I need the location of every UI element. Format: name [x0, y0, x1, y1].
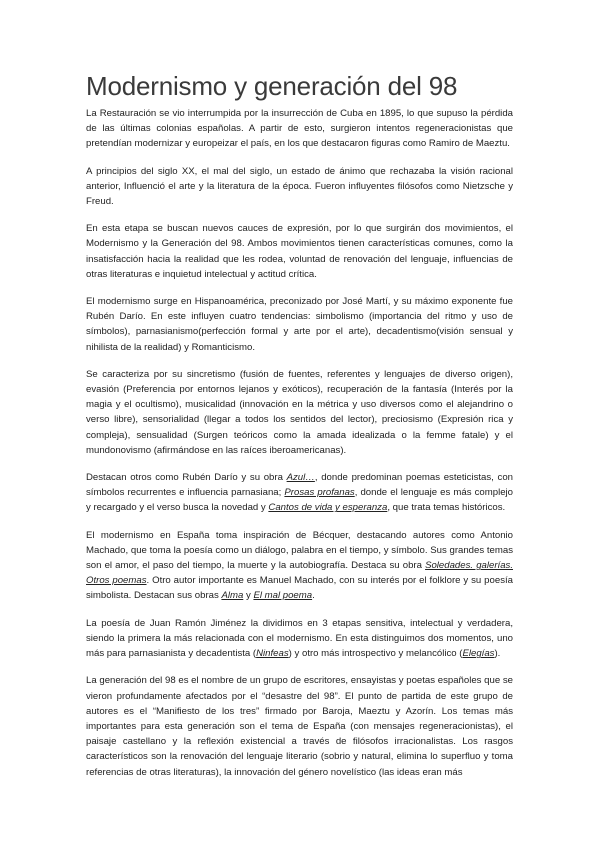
paragraph-generacion-98: La generación del 98 es el nombre de un grupo de escritores, ensayistas y poetas españoles que se vieron profundamente afectados por el “desastre del 98”. El punto de partida de este grupo de autores es el “Manifiesto de los tres” firmado por Baroja, Maeztu y Azorín. Los temas más importantes para esta generación son el tema de España (con mensajes regeneracionistas), el paisaje castellano y la reflexión existencial a través de filósofos irracionalistas. Los rasgos característicos son la renovación del lenguaje literario (sobrio y natural, elimina lo superfluo y toma referencias de otras literaturas), la innovación del género novelístico (las ideas eran más: [86, 675, 513, 778]
link-cantos-de-vida[interactable]: Cantos de vida y esperanza: [268, 502, 388, 514]
link-soledades[interactable]: Soledades. galerías. Otros poemas: [86, 560, 513, 587]
text-run: ).: [494, 648, 501, 660]
link-elegias[interactable]: Elegías: [462, 648, 495, 660]
paragraph-ruben-dario: [86, 470, 513, 516]
text-run: . Otro autor importante es Manuel Machado, con su interés por el folklore y su poesía simbolista. Destacan sus obras: [86, 575, 513, 602]
text-run: Destacan otros como Rubén Darío y su obra: [86, 472, 287, 484]
link-el-mal-poema[interactable]: El mal poema: [253, 590, 313, 602]
paragraph-restauracion: La Restauración se vio interrumpida por la insurrección de Cuba en 1895, lo que supuso la pérdida de las últimas colonias españolas. A partir de esto, surgieron intentos regeneracionistas que pretendían modernizar y europeizar el país, en los que destacaron figuras como Ramiro de Maeztu.: [86, 108, 513, 150]
text-run: , donde predominan poemas esteticistas, con símbolos recurrentes e influencia parnasiana;: [86, 472, 513, 499]
paragraph-modernismo-espana: [86, 528, 513, 604]
paragraph-modernismo-origen: El modernismo surge en Hispanoamérica, preconizado por José Martí, y su máximo exponente fue Rubén Darío. En este influyen cuatro tendencias: simbolismo (importancia del ritmo y uso de símbolos), parnasianismo(perfección formal y arte por el arte), decadentismo(visión sensual y nihilista de la realidad) y Romanticismo.: [86, 296, 513, 353]
paragraph-caracteristicas: Se caracteriza por su sincretismo (fusión de fuentes, referentes y lenguajes de diverso origen), evasión (Preferencia por entornos lejanos y exóticos), recuperación de la fantasía (Interés por la magia y el ocultismo), musicalidad (innovación en la métrica y uso diversos como el alejandrino o verso libre), sensorialidad (llegar a todos los sentidos del lector), preciosismo (Expresión rica y compleja), sensualidad (Surgen teóricos como la amada idealizada o la femme fatale) y el mundonovismo (afirmándose en las raíces iberoamericanas).: [86, 368, 513, 456]
link-ninfeas[interactable]: Ninfeas: [256, 648, 289, 660]
link-alma[interactable]: Alma: [221, 590, 244, 602]
link-azul[interactable]: Azul…: [286, 472, 315, 484]
text-run: , que trata temas históricos.: [387, 502, 506, 514]
text-run: La poesía de Juan Ramón Jiménez la dividimos en 3 etapas sensitiva, intelectual y verdadera, siendo la primera la más relacionada con el modernismo. En esta distinguimos dos momentos, uno más para parnasianista y decadentista (: [86, 617, 513, 660]
paragraph-siglo-xx: A principios del siglo XX, el mal del siglo, un estado de ánimo que rechazaba la visión racional anterior, Influenció el arte y la literatura de la época. Fueron influyentes filósofos como Nietzsche y Freud.: [86, 165, 513, 208]
text-run: , donde el lenguaje es más complejo y recargado y el verso busca la novedad y: [86, 487, 514, 514]
text-run: y: [243, 590, 254, 602]
text-run: .: [312, 590, 315, 602]
paragraph-juan-ramon: [86, 616, 513, 662]
text-run: ) y otro más introspectivo y melancólico (: [288, 648, 463, 660]
paragraph-nuevos-cauces: En esta etapa se buscan nuevos cauces de expresión, por lo que surgirán dos movimientos, el Modernismo y la Generación del 98. Ambos movimientos tienen características comunes, como la insatisfacción hacia la realidad que les rodea, voluntad de renovación del lenguaje, influencias de otras literaturas e inquietud intelectual y actitud crítica.: [86, 223, 513, 280]
link-prosas-profanas[interactable]: Prosas profanas: [284, 487, 355, 499]
page-title: Modernismo y generación del 98: [86, 71, 458, 101]
text-run: El modernismo en España toma inspiración de Bécquer, destacando autores como Antonio Machado, que toma la poesía como un diálogo, palabra en el tiempo, y símbolo. Sus grandes temas son el amor, el paso del tiempo, la muerte y la autobiografía. Destaca su obra: [86, 529, 513, 572]
